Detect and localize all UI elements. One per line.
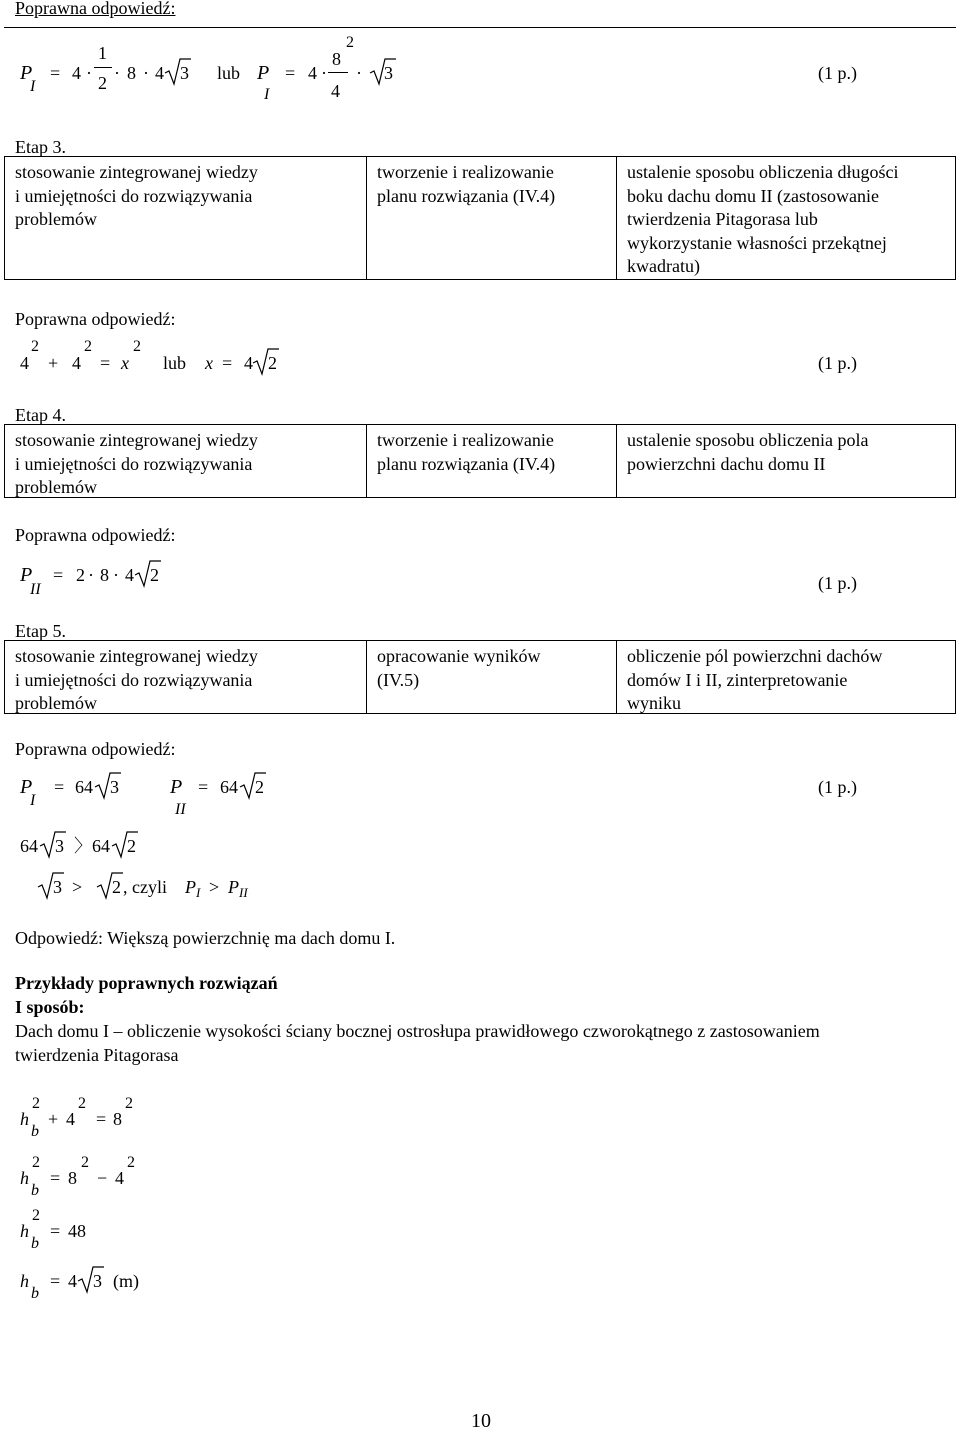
sub-II: II	[175, 801, 186, 818]
stage-3-table	[4, 156, 956, 280]
correct-answer-label-3: Poprawna odpowiedź:	[15, 525, 176, 545]
sub-b: b	[31, 1123, 39, 1140]
formula-eq: =	[50, 63, 61, 83]
eight: 8	[113, 1109, 122, 1129]
val-64b: 64	[220, 777, 238, 797]
power: 2	[31, 338, 39, 355]
stage-5-requirement	[367, 641, 617, 713]
formula-dot-5: ·	[356, 63, 362, 83]
formula-P2: P	[257, 62, 270, 84]
point-value: (1 p.)	[818, 63, 857, 83]
method-heading: I sposób:	[15, 997, 85, 1017]
skill-line: problemów	[15, 209, 97, 229]
frac2-den: 4	[331, 81, 340, 101]
page-number: 10	[471, 1410, 491, 1432]
coef-4: 4	[244, 353, 253, 373]
requirement-line: planu rozwiązania (IV.4)	[377, 453, 556, 474]
eq: =	[54, 777, 65, 797]
eq: =	[53, 565, 64, 585]
formula-4b: 4	[155, 63, 164, 83]
P-II: P	[170, 776, 183, 798]
description-line: obliczenie pól powierzchni dachów	[627, 646, 883, 666]
var-x2: x	[205, 353, 213, 373]
power-2: 2	[84, 338, 92, 355]
h: h	[20, 1109, 29, 1129]
final-answer: Odpowiedź: Większą powierzchnię ma dach domu I.	[15, 928, 396, 948]
rad-3: 3	[93, 1271, 102, 1291]
fraction-bar	[94, 67, 112, 68]
ineq-P2: P	[228, 877, 239, 897]
formula-4c: 4	[308, 63, 317, 83]
stage-3-title: Etap 3.	[15, 137, 66, 157]
val-64: 64	[75, 777, 93, 797]
two: 2	[76, 565, 85, 585]
description-line: wykorzystanie własności przekątnej	[627, 232, 887, 253]
eq-2: =	[222, 353, 233, 373]
formula-eq-2: =	[285, 63, 296, 83]
power-3: 2	[133, 338, 141, 355]
power-2: 2	[81, 1154, 89, 1171]
sqrt-symbol-2	[368, 57, 398, 87]
eq: =	[50, 1271, 61, 1291]
czyli: , czyli	[123, 877, 167, 897]
dot-2: ·	[113, 565, 119, 585]
formula-dot-2: ·	[114, 63, 120, 83]
stage-4-description	[617, 425, 955, 497]
description-line: boku dachu domu II (zastosowanie	[627, 185, 879, 206]
coef-4: 4	[68, 1271, 77, 1291]
P: P	[20, 564, 33, 586]
skill-line: stosowanie zintegrowanej wiedzy	[15, 646, 258, 666]
skill-line: i umiejętności do rozwiązywania	[15, 453, 253, 474]
description-line: twierdzenia Pitagorasa lub	[627, 209, 818, 229]
four: 4	[125, 565, 134, 585]
skill-line: stosowanie zintegrowanej wiedzy	[15, 162, 258, 182]
description-line: domów I i II, zinterpretowanie	[627, 669, 848, 690]
stage-4-requirement	[367, 425, 617, 497]
ineq-sub-I: I	[196, 885, 201, 900]
point-value-3: (1 p.)	[818, 573, 857, 593]
rad-3: 3	[110, 777, 119, 797]
dot: ·	[88, 565, 94, 585]
lub: lub	[163, 353, 187, 373]
method-text-line-1: Dach domu I – obliczenie wysokości ściany bocznej ostrosłupa prawidłowego czworokątnego z zastosowaniem	[15, 1021, 820, 1041]
rad-2: 2	[150, 565, 159, 585]
correct-answer-label-2: Poprawna odpowiedź:	[15, 309, 176, 329]
eq-2: =	[198, 777, 209, 797]
fraction-bar-2	[328, 72, 348, 73]
eq: =	[96, 1109, 107, 1129]
ineq-sub-II: II	[239, 885, 248, 900]
P-I: P	[20, 776, 33, 798]
term-4: 4	[20, 353, 29, 373]
cmp-rad-3: 3	[55, 836, 64, 856]
stage-3-skill	[5, 157, 367, 279]
stage-3-description	[617, 157, 955, 279]
examples-heading: Przykłady poprawnych rozwiązań	[15, 973, 278, 993]
val-48: 48	[68, 1221, 86, 1241]
sub-b: b	[31, 1182, 39, 1199]
stage-4-title: Etap 4.	[15, 405, 66, 425]
formula-P: P	[20, 62, 33, 84]
stage-5-description	[617, 641, 955, 713]
cmp-rad-2: 2	[127, 836, 136, 856]
requirement-line: tworzenie i realizowanie	[377, 162, 554, 182]
gt-2: >	[209, 877, 220, 897]
skill-line: i umiejętności do rozwiązywania	[15, 669, 253, 690]
eq: =	[50, 1168, 61, 1188]
stage-4-table	[4, 424, 956, 498]
var-x: x	[121, 353, 129, 373]
point-value-4: (1 p.)	[818, 777, 857, 797]
requirement-line: tworzenie i realizowanie	[377, 430, 554, 450]
eq: =	[100, 353, 111, 373]
succ-symbol: 〉	[74, 836, 92, 856]
h: h	[20, 1221, 29, 1241]
ineq-3: 3	[53, 877, 62, 897]
h: h	[20, 1168, 29, 1188]
formula-dot: ·	[86, 63, 92, 83]
minus: −	[97, 1168, 108, 1188]
gt: >	[72, 877, 83, 897]
formula-lub: lub	[217, 63, 241, 83]
skill-line: i umiejętności do rozwiązywania	[15, 185, 253, 206]
requirement-line: opracowanie wyników	[377, 646, 541, 666]
power-3: 2	[125, 1095, 133, 1112]
stage-4-skill	[5, 425, 367, 497]
cmp-64b: 64	[92, 836, 110, 856]
h: h	[20, 1271, 29, 1291]
formula-sub-I: I	[30, 78, 36, 95]
skill-line: problemów	[15, 693, 97, 713]
power: 2	[32, 1154, 40, 1171]
correct-answer-label-4: Poprawna odpowiedź:	[15, 739, 176, 759]
sub-I: I	[30, 792, 36, 809]
stage-3-requirement	[367, 157, 617, 279]
description-line: ustalenie sposobu obliczenia pola	[627, 430, 869, 450]
ineq-P: P	[185, 877, 196, 897]
power: 2	[32, 1207, 40, 1224]
frac-den: 2	[98, 73, 107, 93]
four: 4	[115, 1168, 124, 1188]
frac2-power: 2	[346, 34, 354, 51]
method-text-line-2: twierdzenia Pitagorasa	[15, 1045, 179, 1065]
formula-sub-I2: I	[264, 86, 270, 103]
ineq-2: 2	[112, 877, 121, 897]
formula-dot-4: ·	[321, 63, 327, 83]
cmp-64: 64	[20, 836, 38, 856]
plus: +	[48, 353, 59, 373]
term-4b: 4	[72, 353, 81, 373]
power-3: 2	[127, 1154, 135, 1171]
description-line: powierzchni dachu domu II	[627, 453, 826, 474]
correct-answer-label: Poprawna odpowiedź:	[15, 0, 176, 18]
frac2-num: 8	[332, 49, 341, 69]
formula-dot-3: ·	[143, 63, 149, 83]
stage-5-title: Etap 5.	[15, 621, 66, 641]
stage-5-skill	[5, 641, 367, 713]
rad-2: 2	[255, 777, 264, 797]
power: 2	[32, 1095, 40, 1112]
plus: +	[48, 1109, 59, 1129]
description-line: wyniku	[627, 693, 681, 713]
requirement-line: planu rozwiązania (IV.4)	[377, 185, 556, 206]
description-line: kwadratu)	[627, 256, 700, 276]
skill-line: stosowanie zintegrowanej wiedzy	[15, 430, 258, 450]
requirement-line: (IV.5)	[377, 669, 420, 690]
four: 4	[66, 1109, 75, 1129]
skill-line: problemów	[15, 477, 97, 497]
formula-4: 4	[72, 63, 81, 83]
eight: 8	[100, 565, 109, 585]
sub-II: II	[30, 581, 41, 598]
eq: =	[50, 1221, 61, 1241]
description-line: ustalenie sposobu obliczenia długości	[627, 162, 899, 182]
formula-8: 8	[127, 63, 136, 83]
rad-2: 2	[268, 353, 277, 373]
top-rule	[4, 27, 956, 28]
eight: 8	[68, 1168, 77, 1188]
point-value-2: (1 p.)	[818, 353, 857, 373]
frac-num: 1	[98, 43, 107, 63]
sub-b: b	[31, 1285, 39, 1302]
formula-3: 3	[180, 63, 189, 83]
power-2: 2	[78, 1095, 86, 1112]
unit-m: (m)	[113, 1271, 139, 1291]
formula-3b: 3	[384, 63, 393, 83]
stage-5-table	[4, 640, 956, 714]
sub-b: b	[31, 1235, 39, 1252]
